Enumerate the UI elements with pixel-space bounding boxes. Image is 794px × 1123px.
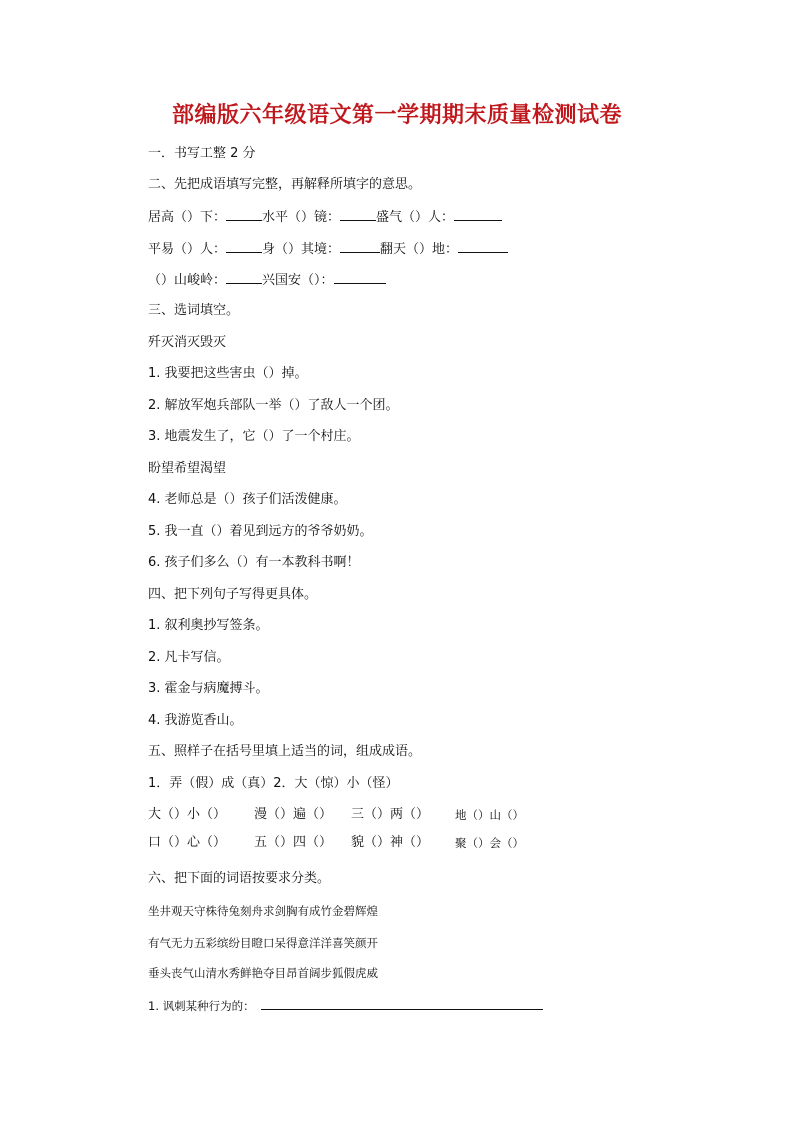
section-2-heading: 二、先把成语填写完整，再解释所填字的意思。 bbox=[148, 177, 422, 192]
question-6-1-label: 1. 讽刺某种行为的： bbox=[148, 999, 255, 1013]
answer-line[interactable] bbox=[261, 997, 543, 1010]
word-group-1: 坐井观天守株待兔刻舟求剑胸有成竹金碧辉煌 bbox=[148, 904, 378, 918]
section-5-example: 1．弄（假）成（真）2．大（惊）小（怪） bbox=[148, 776, 399, 791]
answer-blank[interactable] bbox=[340, 240, 380, 253]
word-group-2: 有气无力五彩缤纷目瞪口呆得意洋洋喜笑颜开 bbox=[148, 936, 378, 950]
idiom-row-2 bbox=[148, 240, 508, 259]
question-3-6: 6. 孩子们多么（）有一本教科书啊！ bbox=[148, 555, 360, 570]
idiom-fill: 聚（）会（） bbox=[455, 836, 524, 850]
section-4-heading: 四、把下列句子写得更具体。 bbox=[148, 587, 318, 602]
word-bank-1: 歼灭消灭毁灭 bbox=[148, 335, 227, 350]
idiom-row-1 bbox=[148, 208, 502, 227]
idiom-3: 盛气（）人： bbox=[376, 210, 455, 225]
question-3-3: 3. 地震发生了，它（）了一个村庄。 bbox=[148, 429, 360, 444]
word-group-3: 垂头丧气山清水秀鲜艳夺目昂首阔步狐假虎威 bbox=[148, 966, 378, 980]
idiom-4: 平易（）人： bbox=[148, 242, 227, 257]
answer-blank[interactable] bbox=[454, 208, 502, 221]
idiom-fill: 口（）心（） bbox=[148, 835, 227, 850]
idiom-6: 翻天（）地： bbox=[380, 242, 459, 257]
idiom-row-3 bbox=[148, 271, 386, 290]
question-4-4: 4. 我游览香山。 bbox=[148, 713, 243, 728]
idiom-2: 水平（）镜： bbox=[262, 210, 341, 225]
idiom-fill: 五（）四（） bbox=[254, 835, 333, 850]
answer-blank[interactable] bbox=[334, 271, 386, 284]
question-3-1: 1. 我要把这些害虫（）掉。 bbox=[148, 366, 308, 381]
word-bank-2: 盼望希望渴望 bbox=[148, 461, 227, 476]
answer-blank[interactable] bbox=[226, 240, 262, 253]
question-3-5: 5. 我一直（）着见到远方的爷爷奶奶。 bbox=[148, 524, 373, 539]
answer-blank[interactable] bbox=[340, 208, 376, 221]
question-6-1 bbox=[148, 997, 543, 1015]
answer-blank[interactable] bbox=[226, 208, 262, 221]
question-3-4: 4. 老师总是（）孩子们活泼健康。 bbox=[148, 492, 347, 507]
idiom-7: （）山峻岭： bbox=[148, 273, 227, 288]
question-3-2: 2. 解放军炮兵部队一举（）了敌人一个团。 bbox=[148, 398, 399, 413]
idiom-1: 居高（）下： bbox=[148, 210, 227, 225]
answer-blank[interactable] bbox=[458, 240, 508, 253]
answer-blank[interactable] bbox=[226, 271, 262, 284]
question-4-1: 1. 叙利奥抄写签条。 bbox=[148, 618, 269, 633]
idiom-5: 身（）其境： bbox=[262, 242, 341, 257]
idiom-fill: 大（）小（） bbox=[148, 807, 227, 822]
idiom-fill: 貌（）神（） bbox=[351, 835, 430, 850]
idiom-fill: 漫（）遍（） bbox=[254, 807, 333, 822]
page-title: 部编版六年级语文第一学期期末质量检测试卷 bbox=[171, 103, 622, 128]
section-5-heading: 五、照样子在括号里填上适当的词，组成成语。 bbox=[148, 744, 422, 759]
section-6-heading: 六、把下面的词语按要求分类。 bbox=[148, 871, 331, 886]
question-4-2: 2. 凡卡写信。 bbox=[148, 650, 230, 665]
idiom-8: 兴国安（）： bbox=[262, 273, 334, 288]
question-4-3: 3. 霍金与病魔搏斗。 bbox=[148, 681, 269, 696]
section-1-heading: 一．书写工整 2 分 bbox=[148, 146, 256, 161]
idiom-fill: 地（）山（） bbox=[455, 808, 524, 822]
section-3-heading: 三、选词填空。 bbox=[148, 303, 240, 318]
idiom-fill: 三（）两（） bbox=[351, 807, 430, 822]
